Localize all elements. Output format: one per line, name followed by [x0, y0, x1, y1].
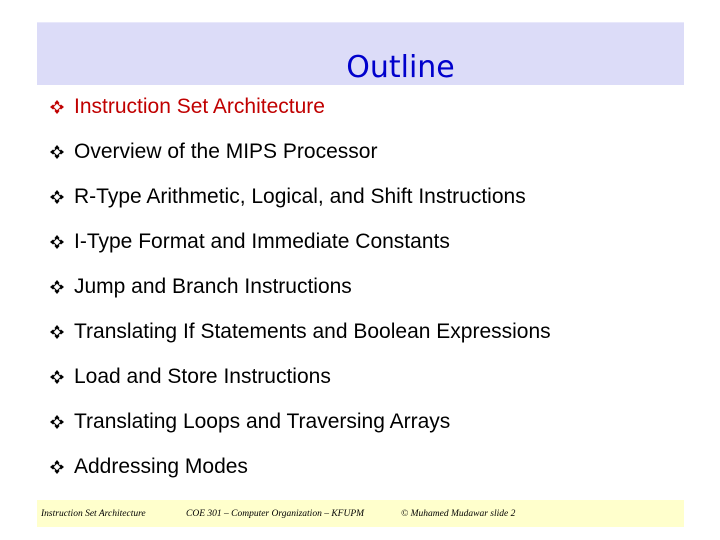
outline-list	[49, 93, 551, 498]
diamond-quad-icon	[49, 453, 67, 481]
outline-item	[49, 93, 551, 138]
footer-course: COE 301 – Computer Organization – KFUPM	[186, 509, 365, 519]
outline-item	[49, 318, 551, 363]
diamond-quad-icon	[49, 228, 67, 256]
diamond-quad-icon	[49, 408, 67, 436]
diamond-quad-icon	[49, 93, 67, 121]
outline-item-label: Jump and Branch Instructions	[74, 275, 352, 298]
diamond-quad-icon	[49, 363, 67, 391]
outline-item	[49, 183, 551, 228]
footer-author-slide: © Muhamed Mudawar slide 2	[401, 509, 516, 519]
outline-item-label: Load and Store Instructions	[74, 365, 331, 388]
outline-item	[49, 363, 551, 408]
outline-item	[49, 228, 551, 273]
diamond-quad-icon	[49, 273, 67, 301]
title-bar	[37, 22, 684, 85]
slide-title: Outline	[346, 50, 455, 85]
outline-item-label: Addressing Modes	[74, 455, 248, 478]
outline-item	[49, 408, 551, 453]
slide-footer	[37, 500, 684, 527]
outline-item-label: R-Type Arithmetic, Logical, and Shift Instructions	[74, 185, 526, 208]
diamond-quad-icon	[49, 318, 67, 346]
outline-item-label: I-Type Format and Immediate Constants	[74, 230, 450, 253]
outline-item	[49, 273, 551, 318]
diamond-quad-icon	[49, 138, 67, 166]
outline-item	[49, 138, 551, 183]
diamond-quad-icon	[49, 183, 67, 211]
footer-topic: Instruction Set Architecture	[41, 509, 146, 519]
outline-item-label: Overview of the MIPS Processor	[74, 140, 378, 163]
outline-item-label: Translating If Statements and Boolean Expressions	[74, 320, 551, 343]
outline-item	[49, 453, 551, 498]
outline-item-label: Translating Loops and Traversing Arrays	[74, 410, 451, 433]
outline-item-label: Instruction Set Architecture	[74, 95, 325, 118]
